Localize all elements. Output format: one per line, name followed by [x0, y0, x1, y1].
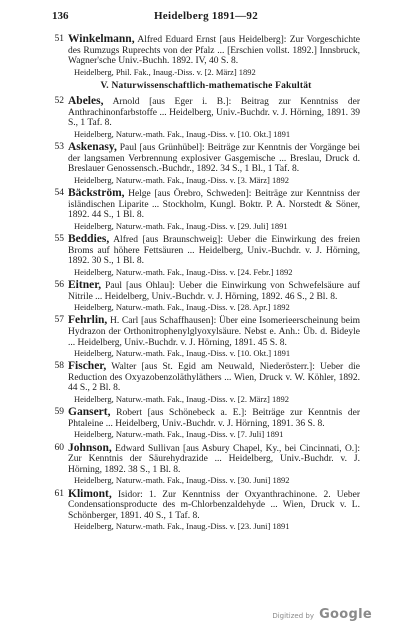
entry-citation [68, 315, 360, 348]
entry-note: Heidelberg, Naturw.-math. Fak., Inaug.-Diss. v. [3. März] 1892 [74, 174, 289, 185]
entry-note: Heidelberg, Naturw.-math. Fak., Inaug.-Diss. v. [10. Okt.] 1891 [74, 128, 291, 139]
entry-text: Arnold [aus Eger i. B.]: Beitrag zur Kenntniss der Anthrachinonfarbstoffe ... Heidelberg, Univ.-Buchdr. v. J. Hörning, 1891. 39 S., 1 Taf. 8. [68, 96, 360, 129]
entry-51 [52, 34, 360, 77]
entry-56 [52, 280, 360, 312]
bibliography-list [52, 34, 360, 535]
entry-citation [68, 443, 360, 476]
entry-text: Paul [aus Grünhübel]: Beiträge zur Kenntnis der Vorgänge bei der langsamen Verbrennung explosiver Gasgemische ... Breslau, Druck d. Breslauer Genossensch.-Buchdr., 1892. 34 S., 1 Bl., 1 Taf. 8. [68, 142, 360, 175]
entry-note: Heidelberg, Naturw.-math. Fak., Inaug.-Diss. v. [29. Juli] 1891 [74, 220, 288, 231]
entry-text: Alfred Eduard Ernst [aus Heidelberg]: Zur Vorgeschichte des Rumzugs Ruprechts von der Pfalz ... [Erschien vollst. 1892.] Innsbruck, Wagner'sche Univ.-Buchh. 1892. IV, 40 S. 8. [68, 35, 360, 67]
entry-57 [52, 315, 360, 358]
entry-note: Heidelberg, Naturw.-math. Fak., Inaug.-Diss. v. [10. Okt.] 1891 [74, 348, 291, 359]
author-name: Fischer, [68, 360, 107, 373]
entry-60 [52, 443, 360, 486]
page-header [52, 10, 360, 26]
watermark-prefix: Digitized by [272, 612, 314, 620]
entry-text: Isidor: 1. Zur Kenntniss der Oxyanthrachinone. 2. Ueber Condensationsproducte des m-Chlorbenzaldehyde ... Wien, Druck v. L. Schönberger, 1891. 40 S., 1 Taf. 8. [68, 489, 360, 521]
google-logo: Google [319, 607, 372, 622]
running-title: Heidelberg 1891—92 [153, 10, 259, 22]
author-name: Johnson, [68, 441, 112, 454]
author-name: Bäckström, [68, 186, 125, 199]
entry-note: Heidelberg, Naturw.-math. Fak., Inaug.-Diss. v. [24. Febr.] 1892 [74, 266, 293, 277]
entry-number: 54 [54, 187, 64, 198]
entry-citation [68, 280, 360, 302]
entry-note: Heidelberg, Phil. Fak., Inaug.-Diss. v. [2. März] 1892 [74, 66, 256, 77]
entry-note: Heidelberg, Naturw.-math. Fak., Inaug.-Diss. v. [23. Juni] 1891 [74, 521, 290, 532]
entry-61 [52, 489, 360, 532]
entry-52 [52, 96, 360, 139]
entry-citation [68, 489, 360, 522]
entry-citation [68, 96, 360, 129]
author-name: Askenasy, [68, 140, 117, 153]
entry-citation [68, 142, 360, 175]
entry-55 [52, 234, 360, 277]
digitized-watermark [272, 603, 372, 622]
entry-note: Heidelberg, Naturw.-math. Fak., Inaug.-Diss. v. [7. Juli] 1891 [74, 429, 284, 440]
entry-number: 51 [54, 34, 64, 44]
entry-text: Helge [aus Örebro, Schweden]: Beiträge zur Kenntniss der isländischen Liparite ... Stockholm, Kungl. Boktr. P. A. Norstedt & Söner, 1892. 44 S., 1 Bl. 8. [68, 188, 360, 221]
entry-number: 53 [54, 141, 64, 152]
entry-citation [68, 407, 360, 429]
entry-number: 55 [54, 233, 64, 244]
entry-number: 59 [54, 407, 64, 418]
entry-number: 60 [54, 442, 64, 453]
entry-number: 61 [54, 488, 64, 499]
entry-number: 52 [54, 95, 64, 106]
entry-text: Edward Sullivan [aus Asbury Chapel, Ky., bei Cincinnati, O.]: Zur Kenntnis der Säurehydrazide ... Heidelberg, Univ.-Buchdr. v. J. Hörning, 1892. 38 S., 1 Bl. 8. [68, 443, 360, 475]
entry-text: Alfred [aus Braunschweig]: Ueber die Einwirkung des freien Broms auf höhere Fettsäuren ... Heidelberg, Univ.-Buchdr. v. J. Hörning, 1892. 30 S., 1 Bl. 8. [68, 234, 360, 267]
entry-note: Heidelberg, Naturw.-math. Fak., Inaug.-Diss. v. [28. Apr.] 1892 [74, 302, 290, 313]
entry-number: 57 [54, 315, 64, 326]
entry-number: 58 [54, 361, 64, 372]
entry-58 [52, 361, 360, 404]
author-name: Fehrlin, [68, 314, 108, 327]
entry-text: H. Carl [aus Schaffhausen]: Über eine Isomerieerscheinung beim Hydrazon der Orthonitrophenylglyoxylsäure. Nebst e. Anh.: Üb. d. Bideyle ... Heidelberg, Univ.-Buchdr. v. J. Hörning, 1891. 45 S. 8. [68, 316, 360, 348]
author-name: Klimont, [68, 487, 112, 500]
entry-59 [52, 407, 360, 439]
author-name: Abeles, [68, 94, 104, 107]
page-number: 136 [52, 10, 69, 22]
author-name: Eitner, [68, 278, 102, 291]
entry-number: 56 [54, 279, 64, 290]
entry-citation [68, 188, 360, 221]
entry-53 [52, 142, 360, 185]
entry-citation [68, 361, 360, 394]
entry-text: Paul [aus Ohlau]: Ueber die Einwirkung von Schwefelsäure auf Nitrile ... Heidelberg, Univ.-Buchdr. v. J. Hörning, 1892. 46 S., 2 Bl. 8. [68, 280, 360, 302]
author-name: Winkelmann, [68, 33, 135, 45]
entry-citation [68, 34, 360, 67]
entry-text: Robert [aus Schönebeck a. E.]: Beiträge zur Kenntnis der Phtaleine ... Heidelberg, Univ.-Buchdr. v. J. Hörning, 1891. 36 S. 8. [68, 408, 360, 429]
entry-note: Heidelberg, Naturw.-math. Fak., Inaug.-Diss. v. [30. Juni] 1892 [74, 475, 290, 486]
entry-54 [52, 188, 360, 231]
author-name: Beddies, [68, 232, 110, 245]
entry-note: Heidelberg, Naturw.-math. Fak., Inaug.-Diss. v. [2. März] 1892 [74, 394, 289, 405]
author-name: Gansert, [68, 406, 111, 419]
section-heading: V. Naturwissenschaftlich-mathematische Fakultät [100, 80, 312, 91]
entry-text: Walter [aus St. Egid am Neuwald, Niederösterr.]: Ueber die Reduction des Oxyazobenzoläthyläthers ... Wien, Druck v. W. Köhler, 1892. 44 S., 2 Bl. 8. [68, 362, 360, 394]
entry-citation [68, 234, 360, 267]
